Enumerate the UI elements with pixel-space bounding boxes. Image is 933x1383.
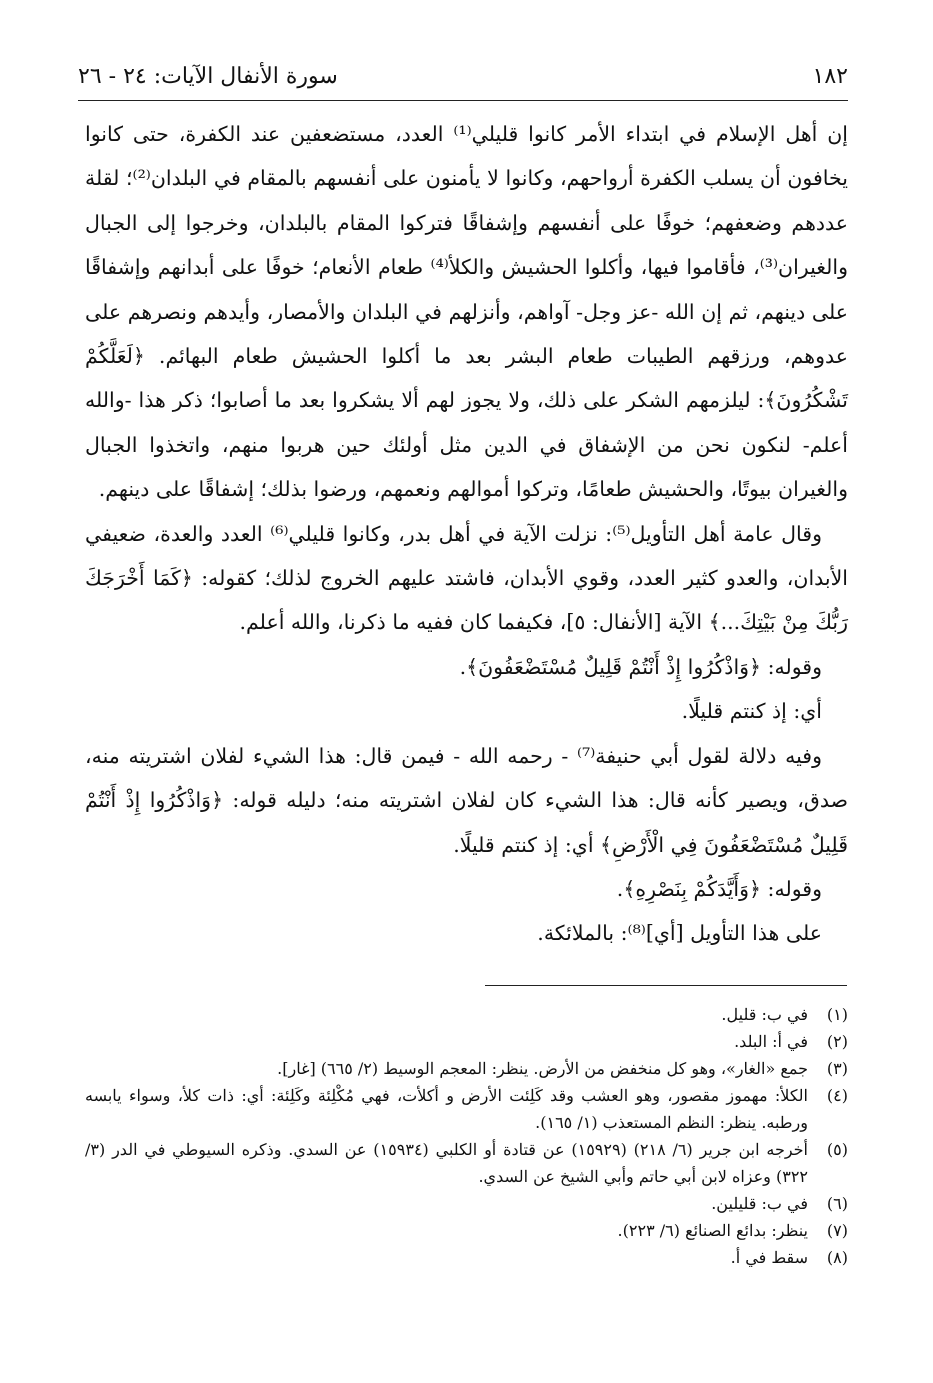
footnote-text: جمع «الغار»، وهو كل منخفض من الأرض. ينظر: المعجم الوسيط (٢/ ٦٦٥) [غار]. bbox=[277, 1059, 808, 1078]
footnote-number: (١) bbox=[826, 1005, 848, 1024]
page-header bbox=[78, 58, 848, 94]
footnote bbox=[85, 1190, 848, 1217]
footnote-text: سقط في أ. bbox=[730, 1248, 808, 1267]
footnote bbox=[85, 1001, 848, 1028]
footnote bbox=[85, 1136, 848, 1190]
footnote bbox=[85, 1244, 848, 1271]
running-title: سورة الأنفال الآيات: ٢٤ - ٢٦ bbox=[78, 63, 338, 89]
footnote-number: (٥) bbox=[826, 1140, 848, 1159]
footnote-number: (٧) bbox=[826, 1221, 848, 1240]
footnote-separator bbox=[485, 985, 847, 986]
footnotes bbox=[85, 1001, 848, 1271]
footnote-text: في ب: قليل. bbox=[721, 1005, 808, 1024]
main-text bbox=[85, 112, 848, 956]
paragraph: أي: إذ كنتم قليلًا. bbox=[681, 699, 822, 724]
footnote bbox=[85, 1217, 848, 1244]
footnote-text: الكلأ: مهموز مقصور، وهو العشب وقد كَلِئت الأرض و أكلأت، فهي مُكْلِئة وكَلِئة: أي: ذات كلأ، وسواء يابسه ورطبه. ينظر: النظم المستعذب (١/ ١٦٥). bbox=[85, 1086, 809, 1132]
footnote-text: في ب: قليلين. bbox=[711, 1194, 808, 1213]
footnote-number: (٦) bbox=[826, 1194, 848, 1213]
footnote-text: ينظر: بدائع الصنائع (٦/ ٢٢٣). bbox=[617, 1221, 808, 1240]
paragraph: وفيه دلالة لقول أبي حنيفة⁽⁷⁾ - رحمه الله - فيمن قال: هذا الشيء لفلان اشتريته منه، صدق، ويصير كأنه قال: هذا الشيء كان لفلان اشتريته منه؛ دليله قوله: ﴿وَاذْكُرُوا إِذْ أَنْتُمْ قَلِيلٌ مُسْتَضْعَفُونَ فِي الْأَرْضِ﴾ أي: إذ كنتم قليلًا. bbox=[85, 743, 848, 857]
footnote-number: (٣) bbox=[826, 1059, 848, 1078]
footnote bbox=[85, 1055, 848, 1082]
footnote bbox=[85, 1028, 848, 1055]
paragraph: وقال عامة أهل التأويل⁽⁵⁾: نزلت الآية في أهل بدر، وكانوا قليلي⁽⁶⁾ العدد والعدة، ضعيفي الأبدان، والعدو كثير العدد، وقوي الأبدان، فاشتد عليهم الخروج لذلك؛ كقوله: ﴿كَمَا أَخْرَجَكَ رَبُّكَ مِنْ بَيْتِكَ...﴾ الآية [الأنفال: ٥]، فكيفما كان ففيه ما ذكرنا، والله أعلم. bbox=[85, 521, 848, 635]
paragraph: إن أهل الإسلام في ابتداء الأمر كانوا قليلي⁽¹⁾ العدد، مستضعفين عند الكفرة، حتى كانوا يخافون أن يسلب الكفرة أرواحهم، وكانوا لا يأمنون على أنفسهم بالمقام في البلدان⁽²⁾؛ لقلة عددهم وضعفهم؛ خوفًا على أنفسهم وإشفاقًا فتركوا المقام بالبلدان، وخرجوا إلى الجبال والغيران⁽³⁾، فأقاموا فيها، وأكلوا الحشيش والكلأ⁽⁴⁾ طعام الأنعام؛ خوفًا على أبدانهم وإشفاقًا على دينهم، ثم إن الله -عز وجل- آواهم، وأنزلهم في البلدان والأمصار، وأيدهم ونصرهم على عدوهم، ورزقهم الطيبات طعام البشر بعد ما أكلوا الحشيش طعام البهائم. ﴿لَعَلَّكُمْ تَشْكُرُونَ﴾: ليلزمهم الشكر على ذلك، ولا يجوز لهم ألا يشكروا بعد ما أصابوا؛ ذكر هذا -والله أعلم- لنكون نحن من الإشفاق في الدين مثل أولئك حين هربوا منهم، واتخذوا الجبال والغيران بيوتًا، والحشيش طعامًا، وتركوا أموالهم ونعمهم، ورضوا بذلك؛ إشفاقًا على دينهم. bbox=[85, 122, 848, 502]
paragraph: على هذا التأويل [أي]⁽⁸⁾: بالملائكة. bbox=[537, 921, 822, 946]
page-number: ١٨٢ bbox=[812, 63, 848, 89]
footnote-number: (٨) bbox=[826, 1248, 848, 1267]
footnote-number: (٤) bbox=[826, 1086, 848, 1105]
paragraph: وقوله: ﴿وَاذْكُرُوا إِذْ أَنْتُمْ قَلِيلٌ مُسْتَضْعَفُونَ﴾. bbox=[459, 654, 822, 679]
paragraph: وقوله: ﴿وَأَيَّدَكُمْ بِنَصْرِهِ﴾. bbox=[616, 876, 822, 901]
footnote-number: (٢) bbox=[826, 1032, 848, 1051]
footnote-text: في أ: البلد. bbox=[734, 1032, 808, 1051]
header-rule bbox=[78, 100, 848, 101]
footnote-text: أخرجه ابن جرير (٦/ ٢١٨) (١٥٩٢٩) عن قتادة أو الكلبي (١٥٩٣٤) عن السدي. وذكره السيوطي في الدر (٣/ ٣٢٢) وعزاه لابن أبي حاتم وأبي الشيخ عن السدي. bbox=[85, 1140, 808, 1186]
footnote bbox=[85, 1082, 848, 1136]
